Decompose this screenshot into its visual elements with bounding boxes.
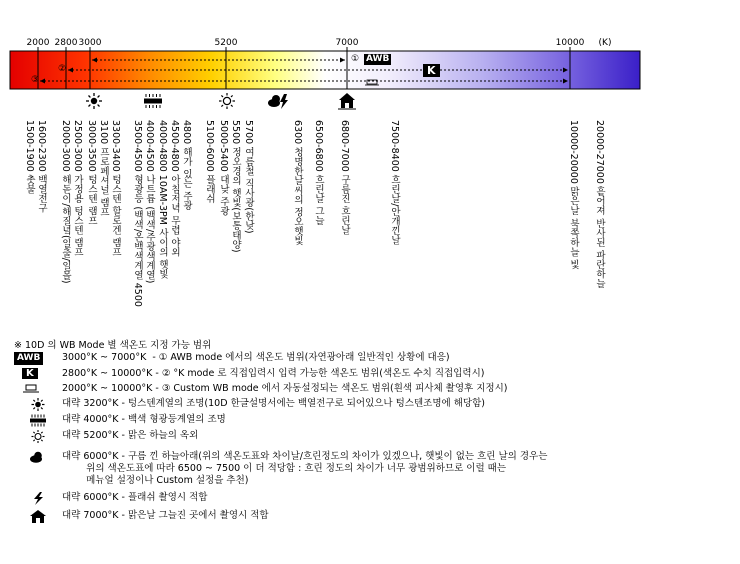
daylight-icon-5200: [219, 93, 235, 109]
flash-icon: [14, 492, 48, 504]
legend-row-kelvin: K 2800°K ~ 10000°K - ② °K mode 로 직접입력시 입력 가능한 색온도 범위(색온도 수치 직접입력시): [14, 368, 714, 381]
shade-icon-7000: [338, 93, 356, 109]
legend-row-flash: 대략 6000°K - 플래쉬 촬영시 적합: [14, 492, 714, 505]
legend-row-cloudy: 대략 6000°K - 구름 낀 하늘아래(위의 색온도표와 차이날/흐린정도의 차이가 있겠으나, 햇빛이 없는 흐린 날의 경우는 위의 색온도표에 따라 6500 ~ 7500 이 더 적당함 : 흐린 정도의 차이가 너무 광범위하므로 이럴 때는 메뉴얼 설정이나 Custom 설정을 추천): [14, 451, 734, 489]
awb-badge: AWB: [366, 54, 390, 64]
legend-row-custom: 2000°K ~ 10000°K - ③ Custom WB mode 에서 자동설정되는 색온도 범위(흰색 피사체 촬영후 지정시): [14, 383, 714, 396]
awb-badge-icon: AWB: [14, 352, 48, 364]
custom-wb-icon: [14, 383, 48, 395]
light-label: 3100 프로페셔널 램프: [98, 120, 109, 217]
tick-10000: 10000: [555, 38, 585, 48]
light-label: 7500-8400 흐린날/안개낀날: [389, 120, 400, 245]
legend-row-tungsten: 대략 3200°K - 텅스텐계열의 조명(10D 한글설명서에는 백열전구로 되어있으나 텅스텐조명에 해당함): [14, 398, 714, 411]
light-label: 4000-4500 나트륨 (백색/주광색계열): [144, 120, 155, 284]
cloud-icon: [14, 451, 48, 463]
legend-row-shade: 대략 7000°K - 맑은날 그늘진 곳에서 촬영시 적합: [14, 510, 714, 523]
shade-icon: [14, 510, 48, 522]
light-label: 4500-4800 아침저녁 무렵 야외: [169, 120, 180, 257]
tick-2800: 2800: [54, 38, 78, 48]
fluorescent-icon-4000: [144, 94, 162, 108]
marker-three: ③: [31, 75, 40, 85]
tungsten-icon: [14, 398, 48, 410]
legend-row-daylight: 대략 5200°K - 맑은 하늘의 옥외: [14, 430, 714, 443]
tick-3000: 3000: [78, 38, 102, 48]
light-label: 5500 정오경의 햇빛(보통태양): [230, 120, 241, 253]
tick-2000: 2000: [26, 38, 50, 48]
marker-two: ②: [58, 64, 67, 74]
light-label: 4000-4800 10AM-3PM 사이의 햇빛: [157, 120, 168, 279]
sun-icon-3200: [86, 93, 102, 109]
light-label: 6300 청명한날씨의 정오햇빛: [292, 120, 303, 246]
light-label: 1600-2300 백열전구: [36, 120, 47, 213]
legend-row-fluorescent: 대략 4000°K - 백색 형광등계열의 조명: [14, 414, 714, 427]
light-label: 10000-20000 맑은날 북쪽하늘 빛: [568, 120, 579, 269]
legend-title: ※ 10D 의 WB Mode 별 색온도 지정 가능 범위: [14, 340, 212, 351]
light-label: 20000-27000 흩어져 반사된 파란하늘: [594, 120, 605, 288]
tick-5200: 5200: [214, 38, 238, 48]
unit-label: (K): [598, 38, 612, 48]
daylight-icon: [14, 430, 48, 442]
light-label: 2000-3000 해돋이/해질녘(일출/일몰): [60, 120, 71, 284]
light-label: 3500-4500 형광등 (백색/온백색계열 4500: [132, 120, 143, 307]
kelvin-badge: K: [423, 64, 440, 77]
light-label: 1500-1900 촛불: [24, 120, 35, 194]
light-label: 3000-3500 텅스텐 램프: [86, 120, 97, 226]
marker-one: ①: [351, 54, 360, 64]
light-label: 2500-3000 가정용 텅스텐 램프: [72, 120, 83, 257]
light-label: 5700 여름철 직사광(한낮): [243, 120, 254, 234]
light-label: 6800-7000 구름진 흐린날: [339, 120, 350, 235]
legend-row-awb: AWB 3000°K ~ 7000°K - ① AWB mode 에서의 색온도 범위(자연광아래 일반적인 상황에 대응): [14, 352, 714, 365]
light-label: 6500-6800 흐린날 그늘: [313, 120, 324, 226]
cloudy-flash-icon-6000: [268, 94, 288, 109]
fluorescent-icon: [14, 414, 48, 426]
light-label: 4800 해가 있는 주광: [181, 120, 192, 211]
tick-7000: 7000: [335, 38, 359, 48]
kelvin-badge-icon: K: [22, 368, 56, 380]
light-label: 3300-3400 텅스텐 할로겐 램프: [110, 120, 121, 257]
light-label: 5100-6000 플래쉬: [204, 120, 215, 204]
light-label: 5000-5400 대낮 주광: [218, 120, 229, 216]
